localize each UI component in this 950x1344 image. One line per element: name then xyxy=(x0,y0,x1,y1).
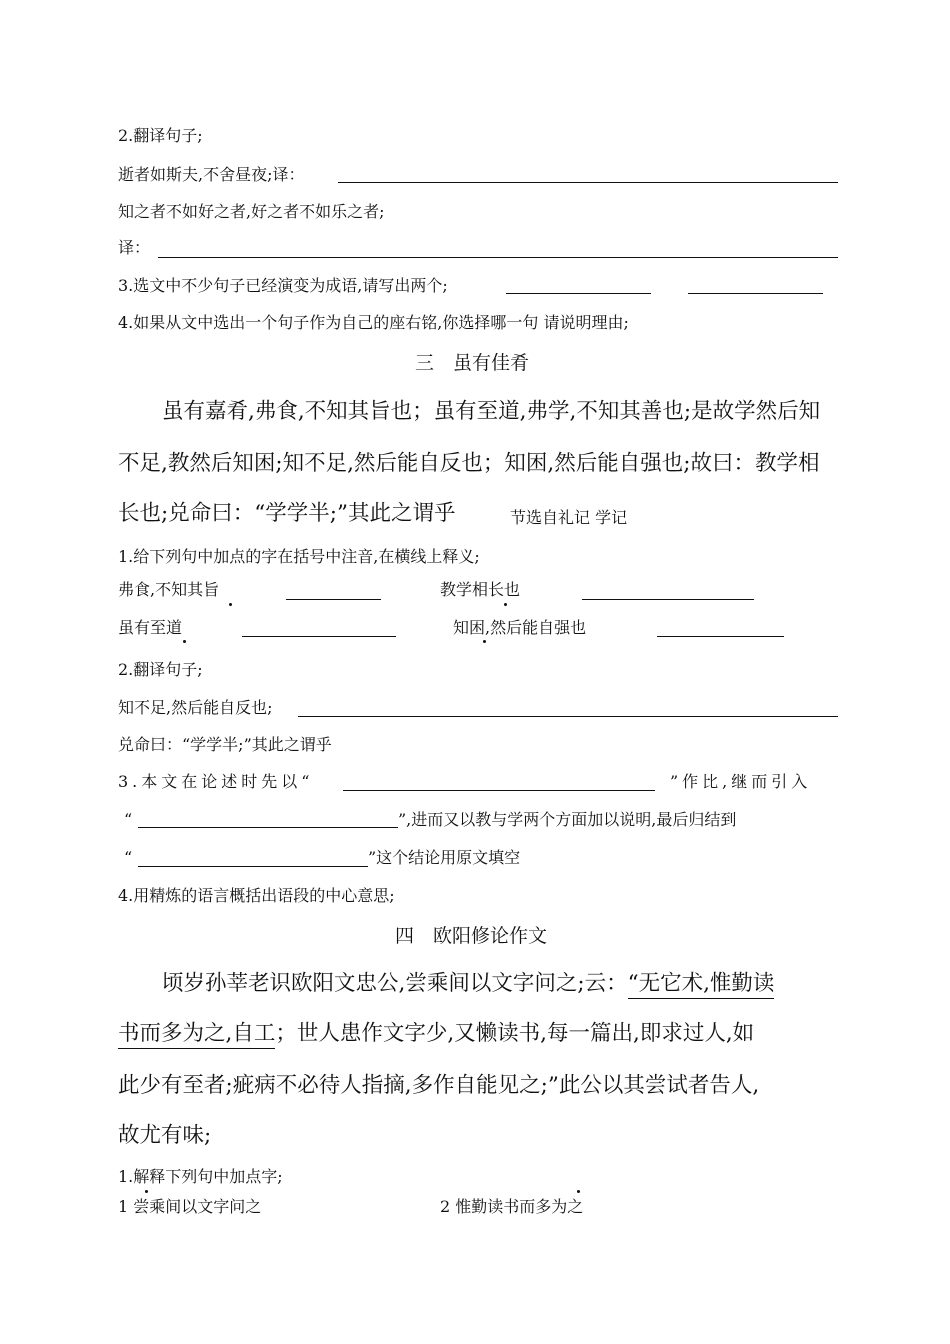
s3-q2-b: 兑命曰：“学学半;”其此之谓乎 xyxy=(118,735,332,754)
emphasis-dot xyxy=(145,1190,148,1193)
passage-line: 书而多为之,自工；世人患作文字少,又懒读书,每一篇出,即求过人,如 xyxy=(118,1020,754,1048)
s3-q2-a: 知不足,然后能自反也; xyxy=(118,698,273,717)
section-title: 四 欧阳修论作文 xyxy=(395,925,548,947)
s3-q3-a-pre: 3.本文在论述时先以“ xyxy=(118,772,314,791)
s4-q1: 1.解释下列句中加点字; xyxy=(118,1167,283,1186)
answer-blank[interactable] xyxy=(138,866,368,867)
s3-q3-b-pre: “ xyxy=(124,810,133,829)
underlined-quote: “无它术,惟勤读 xyxy=(628,971,775,999)
passage-line: 故尤有味; xyxy=(118,1123,212,1148)
s2-q2-label: 2.翻译句子; xyxy=(118,126,203,145)
answer-blank[interactable] xyxy=(506,293,651,294)
s3-q3-a-post: ”作比,继而引入 xyxy=(670,772,812,791)
answer-blank[interactable] xyxy=(688,293,823,294)
s2-q2-b: 知之者不如好之者,好之者不如乐之者; xyxy=(118,202,385,221)
answer-blank[interactable] xyxy=(286,599,381,600)
emphasis-dot xyxy=(577,1190,580,1193)
emphasis-dot xyxy=(483,640,486,643)
s4-q1-b: 2 惟勤读书而多为之 xyxy=(440,1197,584,1216)
passage-line: 长也;兑命曰：“学学半;”其此之谓乎 xyxy=(118,501,456,526)
s3-q1-a: 弗食,不知其旨 xyxy=(118,580,220,599)
answer-blank[interactable] xyxy=(582,599,754,600)
s3-q1-b: 教学相长也 xyxy=(440,580,521,599)
s3-q1: 1.给下列句中加点的字在括号中注音,在横线上释义; xyxy=(118,547,480,566)
passage-line: 顷岁孙莘老识欧阳文忠公,尝乘间以文字问之;云：“无它术,惟勤读 xyxy=(162,970,774,998)
section-title: 三 虽有佳肴 xyxy=(415,352,530,374)
s3-q1-c: 虽有至道 xyxy=(118,618,183,637)
answer-blank[interactable] xyxy=(343,790,655,791)
answer-blank[interactable] xyxy=(298,716,838,717)
passage-line: 虽有嘉肴,弗食,不知其旨也；虽有至道,弗学,不知其善也;是故学然后知 xyxy=(162,399,821,424)
s2-q3: 3.选文中不少句子已经演变为成语,请写出两个; xyxy=(118,276,448,295)
s3-q3-b-post: ”,进而又以教与学两个方面加以说明,最后归结到 xyxy=(398,810,737,829)
answer-blank[interactable] xyxy=(158,257,838,258)
underlined-quote: 书而多为之,自工 xyxy=(118,1021,275,1049)
s3-q2: 2.翻译句子; xyxy=(118,660,203,679)
s3-q3-c-post: ”这个结论用原文填空 xyxy=(368,848,521,867)
s3-q3-c-pre: “ xyxy=(124,848,133,867)
emphasis-dot xyxy=(183,640,186,643)
s2-q4: 4.如果从文中选出一个句子作为自己的座右铭,你选择哪一句 请说明理由; xyxy=(118,313,629,332)
passage-line: 不足,教然后知困;知不足,然后能自反也；知困,然后能自强也;故曰：教学相 xyxy=(118,451,820,476)
s3-q1-d: 知困,然后能自强也 xyxy=(453,618,587,637)
s4-q1-a: 1 尝乘间以文字问之 xyxy=(118,1197,262,1216)
passage-line: 此少有至者;疵病不必待人指摘,多作自能见之;”此公以其尝试者告人, xyxy=(118,1073,760,1098)
s3-q4: 4.用精炼的语言概括出语段的中心意思; xyxy=(118,886,395,905)
answer-blank[interactable] xyxy=(242,636,396,637)
emphasis-dot xyxy=(229,603,232,606)
answer-blank[interactable] xyxy=(338,182,838,183)
answer-blank[interactable] xyxy=(138,827,398,828)
emphasis-dot xyxy=(504,603,507,606)
s2-q2-a: 逝者如斯夫,不舍昼夜;译： xyxy=(118,165,305,184)
passage-source: 节选自礼记 学记 xyxy=(510,508,628,527)
s2-q2-b-yi: 译： xyxy=(118,238,151,257)
answer-blank[interactable] xyxy=(657,636,784,637)
